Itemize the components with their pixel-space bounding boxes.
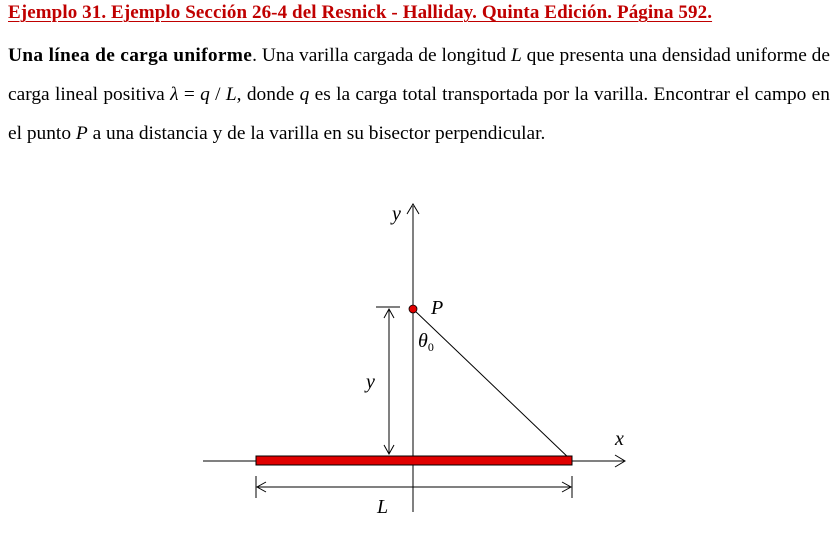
point-P [409, 305, 417, 313]
var-L-2: L [225, 84, 237, 105]
angle-theta-symbol: θ [418, 330, 428, 352]
angle-theta-label [418, 330, 434, 354]
length-L-label: L [377, 496, 389, 518]
problem-text-1: . Una varilla cargada de longitud [252, 45, 511, 66]
problem-text-2: que presenta una densidad uniforme de carga lineal positiva [8, 45, 830, 105]
problem-text-7: a una distancia y de la varilla en su bisector perpendicular. [87, 123, 546, 144]
var-q: q [200, 84, 210, 105]
angle-theta-subscript: 0 [427, 340, 434, 354]
var-lambda: λ [170, 84, 179, 105]
problem-text-4: / [209, 84, 226, 105]
page-title: Ejemplo 31. Ejemplo Sección 26-4 del Resnick - Halliday. Quinta Edición. Página 592. [8, 2, 713, 23]
y-axis-label: y [392, 203, 401, 225]
point-P-label: P [431, 297, 444, 319]
var-q-2: q [299, 84, 310, 105]
charged-rod [256, 456, 572, 465]
problem-text-3: = [178, 84, 201, 105]
var-P: P [75, 123, 88, 144]
line-P-to-rod-end [413, 309, 572, 461]
problem-heading: Una línea de carga uniforme [8, 45, 253, 66]
distance-y-label: y [366, 371, 375, 393]
x-axis-label: x [615, 428, 624, 450]
var-L: L [510, 45, 522, 66]
problem-text-5: , donde [236, 84, 300, 105]
problem-text-6: es la carga total transportada por la varilla. Encontrar el campo en el punto [8, 84, 830, 144]
